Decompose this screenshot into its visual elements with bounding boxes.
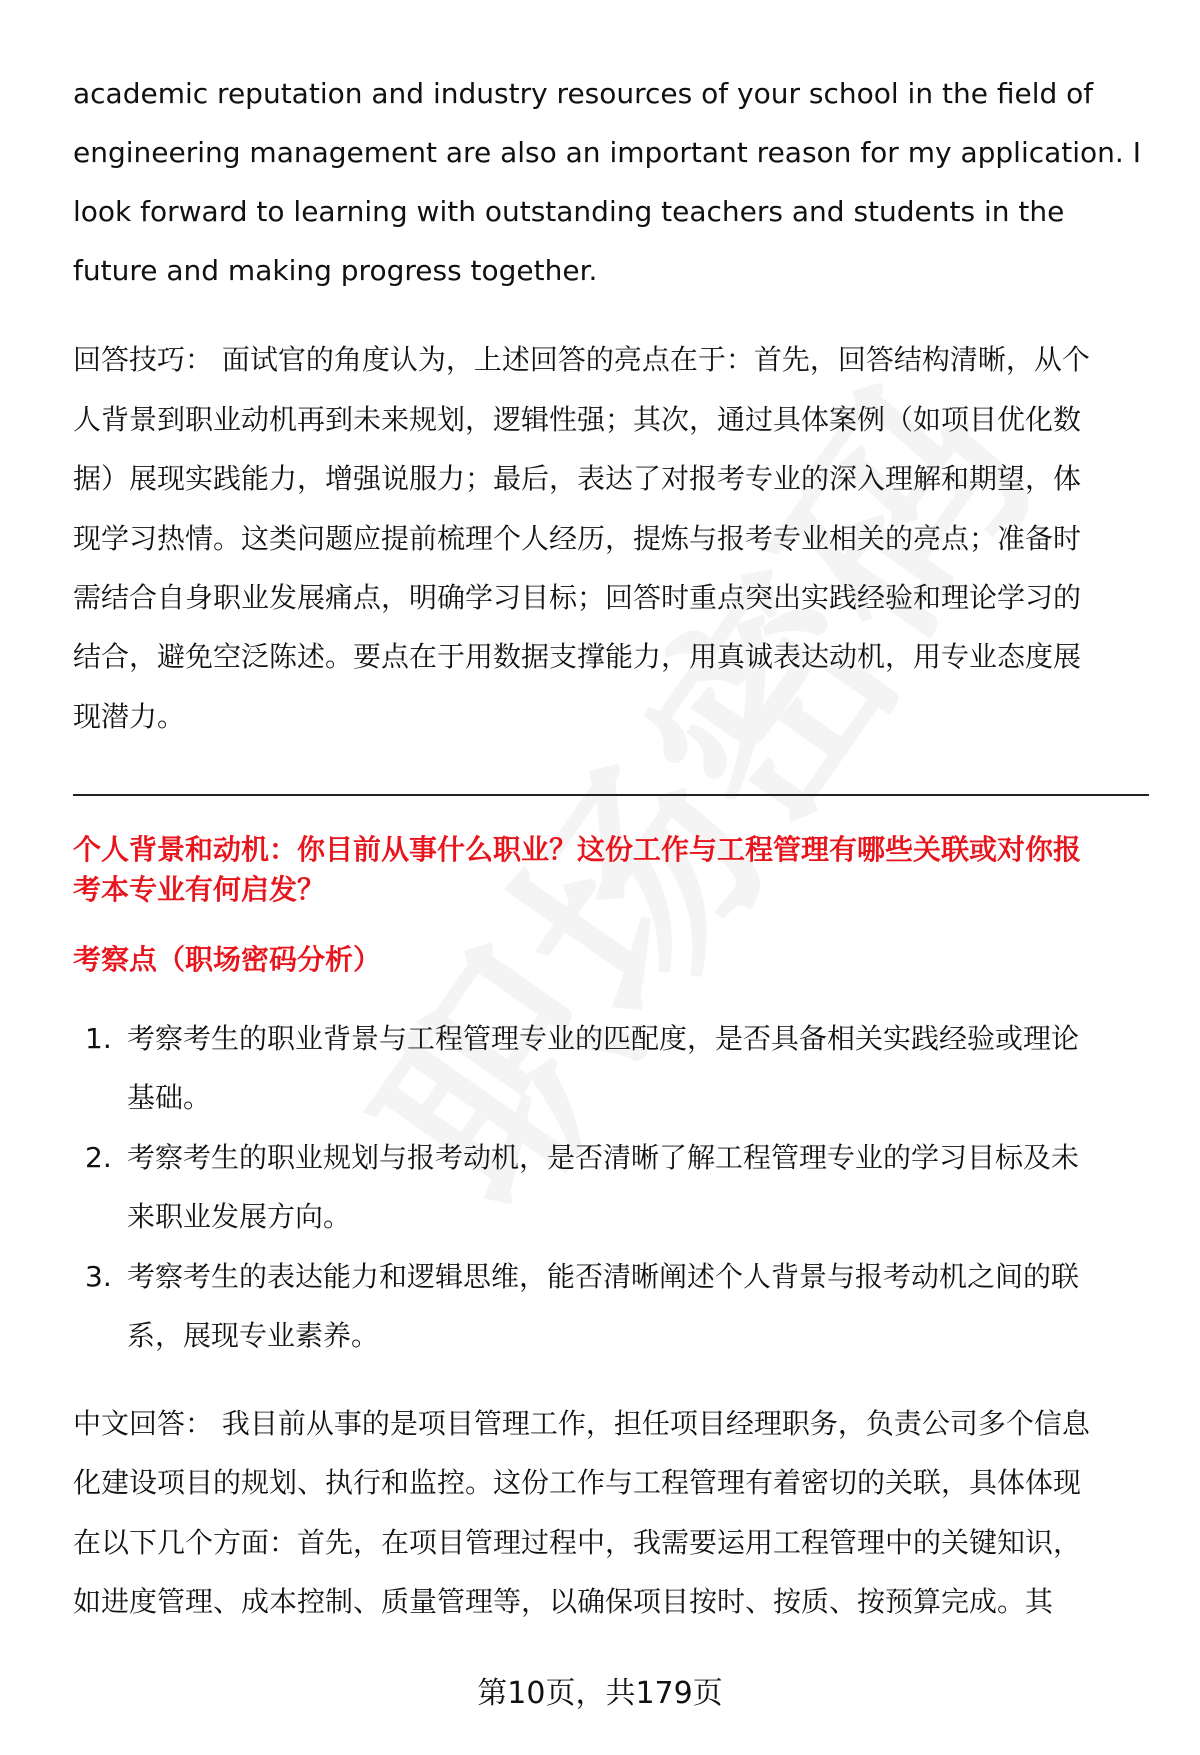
text-line: 在以下几个方面：首先，在项目管理过程中，我需要运用工程管理中的关键知识， [73, 1526, 1082, 1559]
text-line: 结合，避免空泛陈述。要点在于用数据支撑能力，用真诚表达动机，用专业态度展 [73, 640, 1082, 673]
text-line: 回答技巧： 面试官的角度认为，上述回答的亮点在于：首先，回答结构清晰，从个 [73, 343, 1090, 376]
list-item-line: 考察考生的表达能力和逻辑思维，能否清晰阐述个人背景与报考动机之间的联 [127, 1260, 1080, 1293]
text-line: look forward to learning with outstanding teachers and students in the [73, 195, 1065, 228]
text-line: 据）展现实践能力，增强说服力；最后，表达了对报考专业的深入理解和期望，体 [73, 462, 1082, 495]
text-line: 现潜力。 [73, 700, 186, 733]
list-item-line: 系，展现专业素养。 [127, 1319, 380, 1352]
text-line: engineering management are also an important reason for my application. I [73, 136, 1141, 169]
text-line: 中文回答： 我目前从事的是项目管理工作，担任项目经理职务，负责公司多个信息 [73, 1407, 1090, 1440]
text-line: 化建设项目的规划、执行和监控。这份工作与工程管理有着密切的关联，具体体现 [73, 1466, 1082, 1499]
page-number: 第10页，共179页 [477, 1676, 723, 1711]
list-item-line: 来职业发展方向。 [127, 1200, 352, 1233]
question-line: 考本专业有何启发？ [73, 873, 326, 906]
section-heading: 考察点（职场密码分析） [73, 943, 382, 976]
text-line: 现学习热情。这类问题应提前梳理个人经历，提炼与报考专业相关的亮点；准备时 [73, 522, 1082, 555]
text-line: academic reputation and industry resources of your school in the field of [73, 77, 1094, 110]
list-item-line: 考察考生的职业规划与报考动机，是否清晰了解工程管理专业的学习目标及未 [127, 1141, 1080, 1174]
list-item-line: 考察考生的职业背景与工程管理专业的匹配度，是否具备相关实践经验或理论 [127, 1022, 1080, 1055]
text-line: 人背景到职业动机再到未来规划，逻辑性强；其次，通过具体案例（如项目优化数 [73, 403, 1082, 436]
watermark [291, 314, 1090, 1257]
list-number: 1. [85, 1022, 112, 1055]
text-line: future and making progress together. [73, 254, 598, 287]
text-line: 需结合自身职业发展痛点，明确学习目标；回答时重点突出实践经验和理论学习的 [73, 581, 1082, 614]
question-line: 个人背景和动机：你目前从事什么职业？这份工作与工程管理有哪些关联或对你报 [73, 833, 1082, 866]
text-line: 如进度管理、成本控制、质量管理等，以确保项目按时、按质、按预算完成。其 [73, 1585, 1054, 1618]
list-number: 3. [85, 1260, 112, 1293]
list-item-line: 基础。 [127, 1081, 212, 1114]
list-number: 2. [85, 1141, 112, 1174]
section-divider [73, 794, 1149, 796]
